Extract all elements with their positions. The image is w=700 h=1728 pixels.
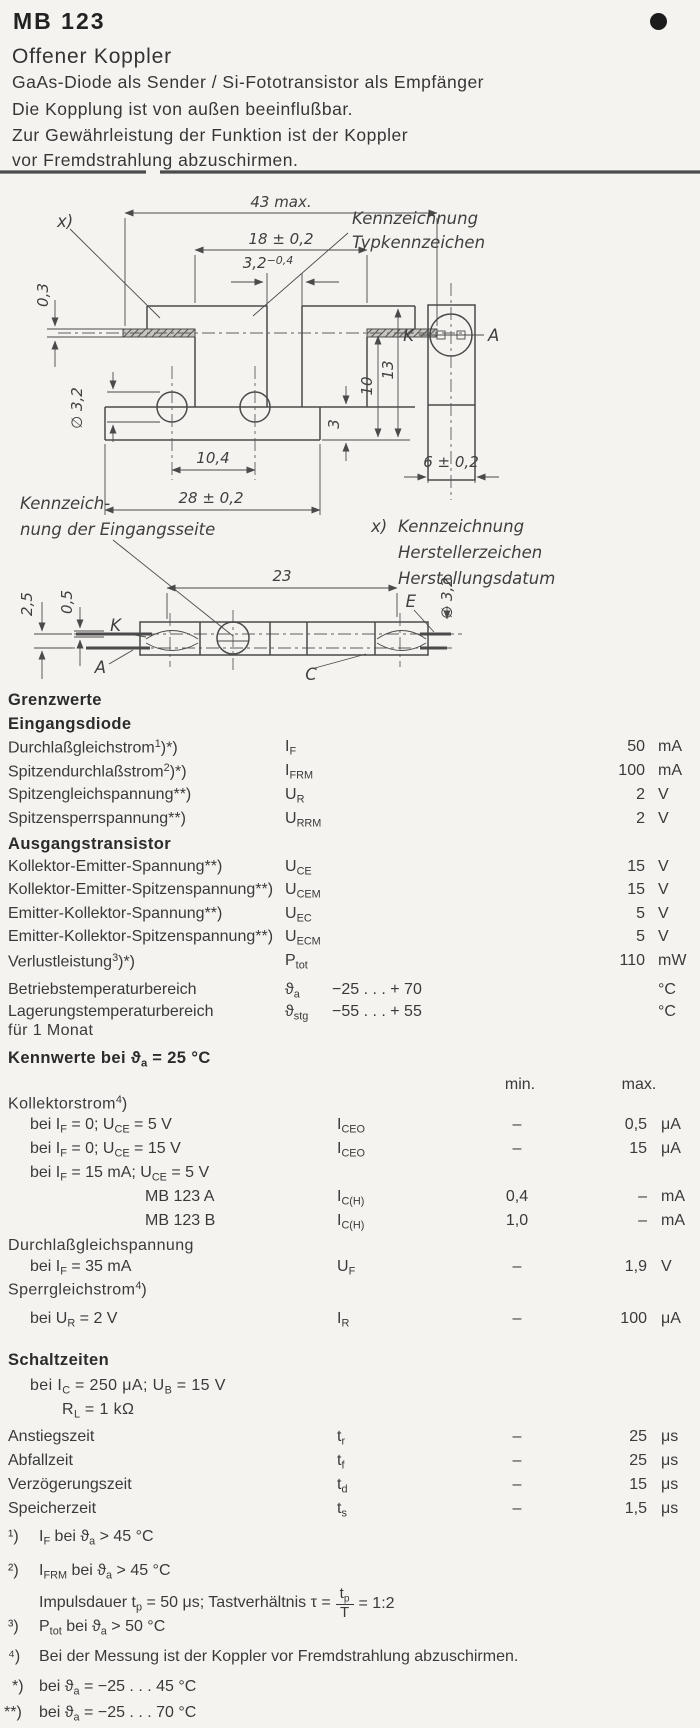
footnote	[8, 1648, 518, 1666]
row-symbol: $I_{FRM}$	[285, 762, 314, 782]
row-value: 50	[627, 738, 645, 755]
front-view	[58, 306, 462, 480]
x-ref-mark: x)	[57, 212, 74, 231]
dim-18-label: 18 ± 0,2	[248, 230, 314, 248]
footnote-text: bei $ϑ_a = -25$ . . . 45 °C	[39, 1678, 197, 1698]
row-label: Spitzengleichspannung**)	[8, 786, 192, 803]
row-value: 5	[636, 905, 645, 922]
row-symbol: $t_s$	[337, 1500, 347, 1520]
row-symbol: $U_R$	[285, 786, 305, 806]
group-heading-eingangsdiode: Eingangsdiode	[8, 715, 132, 733]
table-row	[0, 810, 700, 834]
table-row	[0, 952, 700, 976]
row-min: 1,0	[505, 1212, 529, 1229]
row-max: –	[638, 1188, 647, 1205]
group-heading-ausgangstransistor: Ausgangstransistor	[8, 835, 172, 853]
row-condition: bei $I_F = 15$ mA; $U_{CE} = 5$ V	[30, 1164, 210, 1184]
table-row	[0, 928, 700, 952]
table-row	[0, 1476, 700, 1500]
row-symbol: $I_R$	[337, 1310, 350, 1330]
row-symbol: $U_{RRM}$	[285, 810, 322, 830]
marking-type-note-line2: Typkennzeichen	[352, 233, 486, 252]
description-line: GaAs-Diode als Sender / Si-Fototransistor als Empfänger	[12, 72, 484, 92]
row-unit: V	[658, 786, 669, 803]
row-unit: V	[658, 905, 669, 922]
row-unit: mA	[658, 762, 682, 779]
row-symbol: $ϑ_a$	[285, 981, 300, 1001]
dim-23-label: 23	[272, 567, 292, 585]
section-heading-schaltzeiten: Schaltzeiten	[8, 1351, 110, 1369]
condition-line: bei $I_C = 250$ μA; $U_B = 15$ V	[30, 1377, 226, 1397]
row-range: −25 . . . + 70	[332, 981, 422, 998]
table-row	[0, 1140, 700, 1164]
x-legend-mark: x)	[371, 517, 388, 536]
footnote-marker: ²)	[8, 1562, 19, 1579]
table-row	[0, 1212, 700, 1236]
row-value: 15	[627, 881, 645, 898]
row-symbol: $I_F$	[285, 738, 297, 758]
row-symbol: $t_r$	[337, 1428, 346, 1448]
table-row	[0, 1164, 700, 1188]
row-condition: bei $I_F = 35$ mA	[30, 1258, 132, 1278]
dim-28-label: 28 ± 0,2	[178, 489, 244, 507]
row-label: Emitter-Kollektor-Spannung**)	[8, 905, 223, 922]
dim-3-label: 3	[325, 419, 343, 429]
footnote-marker: ⁴)	[8, 1648, 21, 1665]
table-row	[0, 1500, 700, 1524]
row-label: Spitzensperrspannung**)	[8, 810, 186, 827]
dia-32-label: ∅ 3,2	[68, 387, 86, 429]
row-value: 2	[636, 810, 645, 827]
page-marker-dot-icon	[650, 13, 667, 30]
row-value: 110	[619, 952, 645, 969]
row-variant-label: MB 123 B	[145, 1212, 216, 1229]
table-row	[0, 1258, 700, 1282]
row-max: –	[638, 1212, 647, 1229]
footnote-text: bei $ϑ_a = -25$ . . . 70 °C	[39, 1704, 197, 1724]
row-unit: °C	[658, 981, 676, 998]
dim-6-label: 6 ± 0,2	[423, 453, 479, 471]
row-symbol: $ϑ_{stg}$	[285, 1003, 309, 1023]
terminal-A-bottom-label: A	[94, 658, 106, 677]
terminal-C-bottom-label: C	[305, 665, 317, 684]
row-symbol: $I_{CEO}$	[337, 1140, 366, 1160]
row-symbol: $U_{CE}$	[285, 858, 312, 878]
device-subtitle: Offener Koppler	[12, 45, 172, 68]
description-line: vor Fremdstrahlung abzuschirmen.	[12, 150, 299, 170]
row-symbol: $t_f$	[337, 1452, 345, 1472]
row-value: 15	[627, 858, 645, 875]
footnote	[12, 1678, 196, 1697]
dim-10-label: 10	[358, 376, 376, 396]
row-symbol: $I_{C(H)}$	[337, 1212, 365, 1232]
row-unit: μs	[661, 1500, 679, 1517]
table-row	[0, 1116, 700, 1140]
row-unit: μA	[661, 1140, 681, 1157]
row-value: 100	[618, 762, 645, 779]
technical-drawing	[0, 170, 700, 690]
row-max: 100	[620, 1310, 647, 1327]
dim-05-label: 0,5	[58, 590, 76, 614]
footnote-text: $I_F$ bei $ϑ_a > 45$ °C	[39, 1528, 154, 1548]
row-value: 5	[636, 928, 645, 945]
row-symbol: $P_{tot}$	[285, 952, 308, 972]
footnote	[8, 1618, 165, 1637]
row-min: –	[512, 1310, 522, 1327]
table-row	[0, 1452, 700, 1476]
page-title: MB 123	[13, 8, 106, 34]
table-row	[0, 881, 700, 905]
row-min: –	[512, 1452, 522, 1469]
condition-line: $R_L = 1$ kΩ	[62, 1401, 135, 1421]
row-label: Betriebstemperaturbereich	[8, 981, 197, 998]
row-value: 2	[636, 786, 645, 803]
group-heading-kollektorstrom: Kollektorstrom$^4$)	[8, 1094, 128, 1113]
row-max: 25	[629, 1452, 647, 1469]
table-row	[0, 786, 700, 810]
footnote-text: = 1:2	[358, 1595, 395, 1612]
row-label: Lagerungstemperaturbereich	[8, 1003, 214, 1020]
row-max: 0,5	[624, 1116, 647, 1133]
row-label: Durchlaßgleichstrom$^1$)*)	[8, 738, 178, 757]
x-legend-line1: Kennzeichnung	[398, 517, 525, 536]
row-min: –	[512, 1140, 522, 1157]
row-symbol: $I_{CEO}$	[337, 1116, 366, 1136]
row-label: Verzögerungszeit	[8, 1476, 132, 1493]
terminal-E-bottom-label: E	[405, 592, 416, 611]
row-unit: V	[658, 881, 669, 898]
footnote-marker: *)	[12, 1678, 24, 1695]
terminal-A-side-label: A	[488, 326, 500, 345]
row-unit: mA	[661, 1188, 685, 1205]
input-side-note-line2: nung der Eingangsseite	[20, 520, 216, 539]
row-label: Kollektor-Emitter-Spannung**)	[8, 858, 223, 875]
row-unit: °C	[658, 1003, 676, 1020]
row-label: Speicherzeit	[8, 1500, 97, 1517]
column-header-min: min.	[504, 1076, 536, 1093]
description-line: Die Kopplung ist von außen beeinflußbar.	[12, 99, 354, 119]
row-max: 1,5	[624, 1500, 647, 1517]
row-label: Kollektor-Emitter-Spitzenspannung**)	[8, 881, 274, 898]
table-row	[0, 762, 700, 786]
dim-03-label: 0,3	[34, 283, 52, 307]
row-symbol: $U_{EC}$	[285, 905, 312, 925]
section-heading-grenzwerte: Grenzwerte	[8, 691, 102, 709]
row-symbol: $U_F$	[337, 1258, 356, 1278]
group-heading-durchlassgleichspannung: Durchlaßgleichspannung	[8, 1237, 194, 1254]
fraction-numerator: $t_p$	[336, 1586, 354, 1605]
table-row	[0, 1003, 700, 1027]
row-condition: bei $I_F = 0$; $U_{CE} = 5$ V	[30, 1116, 172, 1136]
column-header-max: max.	[621, 1076, 657, 1093]
row-min: –	[512, 1428, 522, 1445]
row-max: 15	[629, 1140, 647, 1157]
dim-104-label: 10,4	[196, 449, 230, 467]
row-unit: V	[658, 928, 669, 945]
row-unit: V	[658, 810, 669, 827]
row-symbol: $U_{ECM}$	[285, 928, 321, 948]
dim-13-label: 13	[379, 360, 397, 380]
table-row	[0, 738, 700, 762]
dim-43max-label: 43 max.	[250, 193, 312, 211]
row-min: –	[512, 1476, 522, 1493]
input-side-note-line1: Kennzeich-	[20, 494, 111, 513]
table-row	[0, 905, 700, 929]
row-unit: V	[661, 1258, 672, 1275]
dia-32b-label: ∅ 3,2	[438, 577, 456, 619]
footnote-text: Bei der Messung ist der Koppler vor Fremdstrahlung abzuschirmen.	[39, 1648, 519, 1665]
row-unit: V	[658, 858, 669, 875]
row-unit: mA	[661, 1212, 685, 1229]
section-heading-kennwerte: Kennwerte bei $ϑ_a = 25$ °C	[8, 1049, 211, 1070]
footnote-marker: ¹)	[8, 1528, 19, 1545]
dim-25-label: 2,5	[18, 592, 36, 616]
table-row	[0, 981, 700, 1005]
row-symbol: $t_d$	[337, 1476, 348, 1496]
x-legend-line3: Herstellungsdatum	[398, 569, 556, 588]
row-label: Anstiegszeit	[8, 1428, 95, 1445]
footnote	[4, 1704, 196, 1723]
footnote-text: $P_{tot}$ bei $ϑ_a > 50$ °C	[39, 1618, 166, 1638]
row-max: 25	[629, 1428, 647, 1445]
terminal-K-side-label: K	[403, 326, 414, 345]
row-range: −55 . . . + 55	[332, 1003, 422, 1020]
table-row	[0, 1310, 700, 1334]
footnote	[8, 1562, 171, 1581]
footnote-marker: **)	[4, 1704, 22, 1721]
row-label: Emitter-Kollektor-Spitzenspannung**)	[8, 928, 274, 945]
row-unit: μA	[661, 1116, 681, 1133]
row-min: –	[512, 1258, 522, 1275]
fraction	[336, 1586, 354, 1622]
row-unit: μs	[661, 1476, 679, 1493]
dim-32-label: $3,2^{-0,4}$	[242, 254, 294, 272]
footnote	[8, 1528, 154, 1547]
row-label-continuation: für 1 Monat	[8, 1022, 94, 1039]
row-label: Abfallzeit	[8, 1452, 73, 1469]
row-condition: bei $U_R = 2$ V	[30, 1310, 118, 1330]
row-condition: bei $I_F = 0$; $U_{CE} = 15$ V	[30, 1140, 181, 1160]
row-symbol: $U_{CEM}$	[285, 881, 321, 901]
row-min: 0,4	[505, 1188, 529, 1205]
row-unit: μs	[661, 1428, 679, 1445]
row-label: Verlustleistung$^3$)*)	[8, 952, 136, 971]
row-label: Spitzendurchlaßstrom$^2$)*)	[8, 762, 187, 781]
table-row	[0, 1428, 700, 1452]
group-heading-sperrgleichstrom: Sperrgleichstrom$^4$)	[8, 1280, 148, 1299]
footnote-text: Impulsdauer $t_p = 50$ μs; Tastverhältnis τ =	[39, 1594, 331, 1614]
fraction-denominator: T	[340, 1604, 350, 1622]
row-symbol: $I_{C(H)}$	[337, 1188, 365, 1208]
row-unit: mA	[658, 738, 682, 755]
row-min: –	[512, 1116, 522, 1133]
row-unit: μA	[661, 1310, 681, 1327]
marking-type-note-line1: Kennzeichnung	[352, 209, 479, 228]
row-max: 1,9	[624, 1258, 647, 1275]
footnote-marker: ³)	[8, 1618, 19, 1635]
row-max: 15	[629, 1476, 647, 1493]
x-legend-line2: Herstellerzeichen	[398, 543, 543, 562]
table-row	[0, 858, 700, 882]
table-row	[0, 1188, 700, 1212]
footnote-text: $I_{FRM}$ bei $ϑ_a > 45$ °C	[39, 1562, 171, 1582]
row-unit: mW	[658, 952, 687, 969]
description-line: Zur Gewährleistung der Funktion ist der Koppler	[12, 125, 409, 145]
terminal-K-bottom-label: K	[110, 616, 121, 635]
row-variant-label: MB 123 A	[145, 1188, 215, 1205]
row-min: –	[512, 1500, 522, 1517]
row-unit: μs	[661, 1452, 679, 1469]
